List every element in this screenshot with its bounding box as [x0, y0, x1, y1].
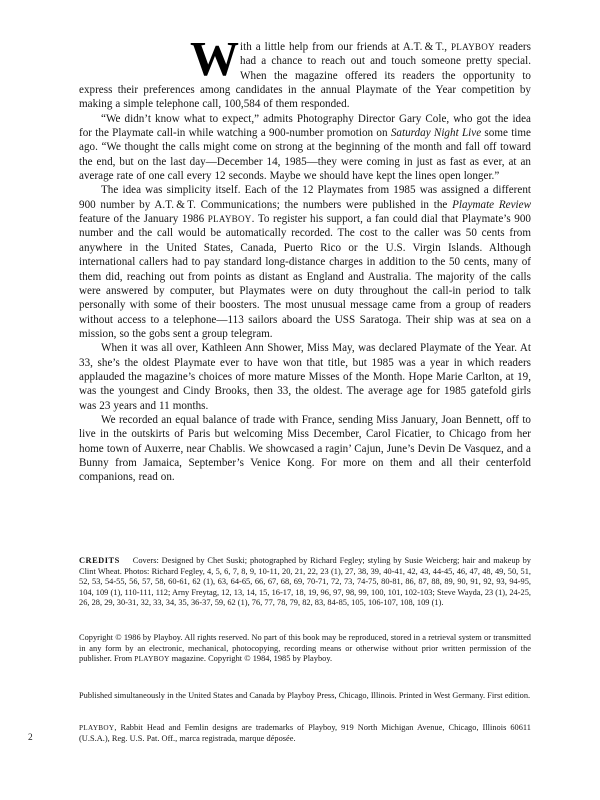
copyright-block [79, 633, 531, 665]
paragraph-900-numbers [79, 183, 531, 341]
paragraph-france-trade: We recorded an equal balance of trade with France, sending Miss January, Joan Bennett, off to live in the outskirts of Paris but welcoming Miss December, Carol Ficatier, to Chicago from her home town of Auxerre, near Chablis. We showcased a ragin’ Cajun, June’s Devin De Vasquez, and a Bunny from Jamaica, September’s Venice Kong. For more on them and all their centerfold companions, read on. [79, 413, 531, 484]
credits-label: CREDITS [79, 556, 120, 565]
trademark-block [79, 723, 531, 744]
playboy-smallcaps: PLAYBOY [451, 42, 495, 52]
playboy-smallcaps: PLAYBOY [207, 214, 252, 225]
playboy-smallcaps: PLAYBOY [134, 655, 170, 664]
para3-run2: feature of the January 1986 [79, 213, 208, 226]
copyright-part2: magazine. Copyright © 1984, 1985 by Playboy. [169, 654, 333, 664]
published-block [79, 691, 531, 702]
credits-text: Covers: Designed by Chet Suski; photographed by Richard Fegley; styling by Susie Weicberg; hair and makeup by Clint Wheat. Photos: Richard Fegley, 4, 5, 6, 7, 8, 9, 10-11, 20, 21, 22, 23 (1), 27, 38, 39, 40-41, 42, 43, 44-45, 46, 47, 48, 49, 50, 51, 52, 53, 54-55, 56, 57, 58, 60-61, 62 (1), 63, 64-65, 66, 67, 68, 69, 70-71, 72, 73, 74-75, 80-81, 86, 87, 88, 89, 90, 91, 92, 93, 94-95, 104, 109 (1), 110-111, 112; Arny Freytag, 12, 13, 14, 15, 16-17, 18, 19, 96, 97, 98, 99, 100, 101, 102-103; Steve Wayda, 23 (1), 24-25, 26, 28, 29, 30-31, 32, 33, 34, 35, 36-37, 59, 62 (1), 76, 77, 78, 79, 82, 83, 84-85, 105, 106-107, 108, 109 (1). [79, 556, 531, 608]
credits-paragraph [79, 556, 531, 609]
para1-run2: readers had a chance to reach out and touch someone pretty special. When the magazine offered its readers the opportunity to express their preferences among candidates in the annual Playmate of the Year competition by making a simple telephone call, 100,584 of them responded. [79, 41, 531, 111]
para3-run1: The idea was simplicity itself. Each of the 12 Playmates from 1985 was assigned a different 900 number by A.T. & T. Communications; the numbers were published in the [79, 184, 531, 211]
article-body [79, 31, 531, 485]
playmate-review-title: Playmate Review [452, 198, 531, 211]
trademark-paragraph [79, 723, 531, 744]
copyright-paragraph [79, 633, 531, 665]
paragraph-gary-cole [79, 112, 531, 184]
published-paragraph: Published simultaneously in the United States and Canada by Playboy Press, Chicago, Illinois. Printed in West Germany. First edition. [79, 691, 531, 700]
paragraph-playmate-of-the-year: When it was all over, Kathleen Ann Shower, Miss May, was declared Playmate of the Year. At 33, she’s the oldest Playmate ever to have won that title, but 1985 was a year in which readers applauded the magazine’s choices of more mature Misses of the Month. Hope Marie Carlton, at 19, was the youngest and Cindy Brooks, then 33, the oldest. The average age for 1985 gatefold girls was 23 years and 11 months. [79, 342, 531, 412]
page-number: 2 [28, 733, 33, 743]
para2-run2: some time ago. “We thought the calls might come on strong at the beginning of the month and fall off toward the end, but on the last day—December 14, 1985—they were coming in just as fast as ever, at an average rate of one call every 12 seconds. Maybe we should have kept the lines open longer.” [79, 127, 531, 183]
trademark-text: , Rabbit Head and Femlin designs are trademarks of Playboy, 919 North Michigan Avenue, Chicago, Illinois 60611 (U.S.A.), Reg. U.S. Pat. Off., marca registrada, marque déposée. [79, 723, 531, 743]
para3-run3: . To register his support, a fan could dial that Playmate’s 900 number and the call would be automatically recorded. The cost to the caller was 50 cents from anywhere in the United States, Canada, Puerto Rico or the U.S. Virgin Islands. Although international callers had to pay standard long-distance charges in addition to the 50 cents, many of them did, reaching out from points as distant as England and Australia. The majority of the calls were answered by computer, but Playmates were on duty throughout the call-in period to talk personally with some of their boosters. The most unusual message came from a group of readers without access to a telephone—113 sailors aboard the USS Saratoga. Their ship was at sea on a mission, so the gobs sent a group telegram. [79, 213, 531, 340]
para1-run1: ith a little help from our friends at A.T. & T., [240, 41, 451, 53]
copyright-part1: Copyright © 1986 by Playboy. All rights reserved. No part of this book may be reproduced, stored in a retrieval system or transmitted in any form by an electronic, mechanical, photocopying, recording means or otherwise without prior written permission of the publisher. From [79, 633, 531, 664]
snl-title: Saturday Night Live [390, 127, 482, 140]
playboy-smallcaps: PLAYBOY [79, 724, 115, 732]
para2-run1: “We didn’t know what to expect,” admits Photography Director Gary Cole, who got the idea for the Playmate call-in while watching a 900-number promotion on [79, 112, 531, 140]
credits-block [79, 556, 531, 609]
paragraph-opening [79, 31, 531, 112]
drop-cap-letter: W [190, 31, 240, 86]
